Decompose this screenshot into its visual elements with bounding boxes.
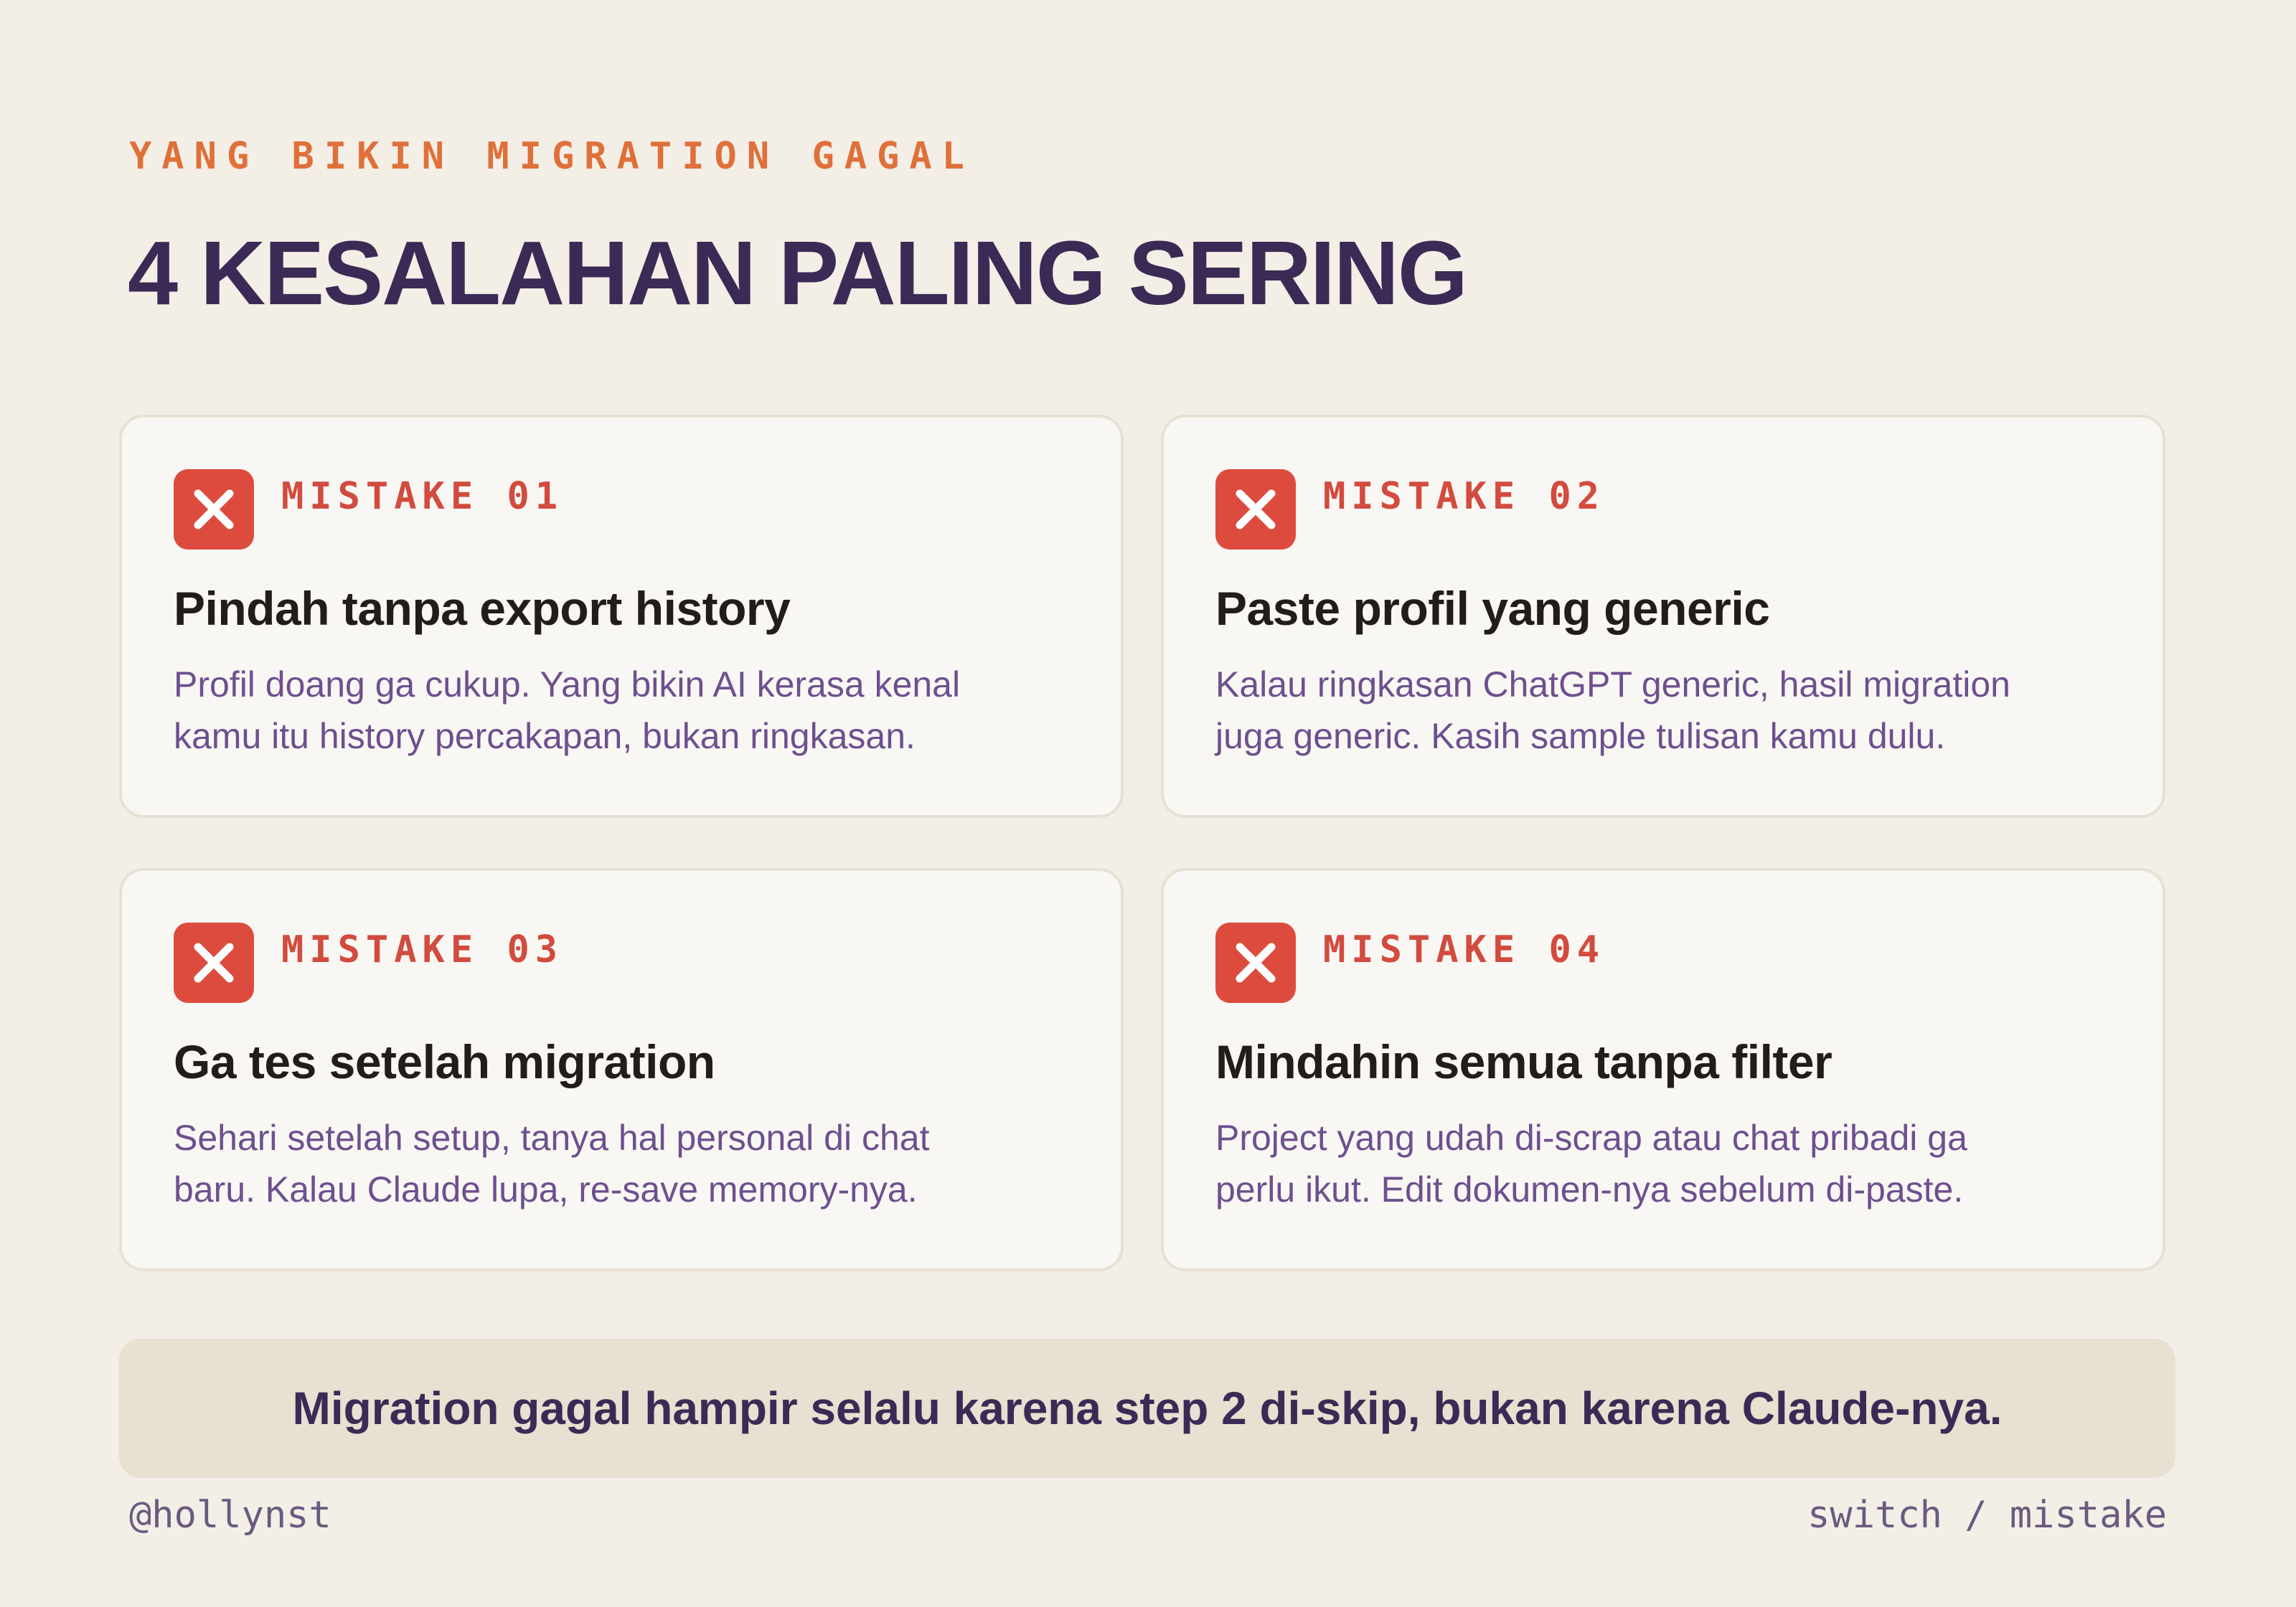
mistake-title: Paste profil yang generic — [1215, 582, 1770, 635]
mistake-tag: MISTAKE 02 — [1323, 475, 1606, 518]
summary-banner — [119, 1339, 2175, 1478]
mistake-card-4 — [1161, 868, 2165, 1271]
mistake-body: Sehari setelah setup, tanya hal personal di chat baru. Kalau Claude lupa, re-save memory-nya. — [174, 1118, 930, 1210]
mistake-title: Pindah tanpa export history — [174, 582, 791, 635]
mistake-body: Project yang udah di-scrap atau chat pribadi ga perlu ikut. Edit dokumen-nya sebelum di-paste. — [1215, 1118, 1967, 1210]
author-handle: @hollynst — [129, 1494, 331, 1537]
page-title: 4 KESALAHAN PALING SERING — [128, 222, 1467, 324]
x-icon — [174, 923, 254, 1003]
mistake-title: Mindahin semua tanpa filter — [1215, 1035, 1832, 1088]
eyebrow-label: YANG BIKIN MIGRATION GAGAL — [129, 135, 974, 178]
mistake-body: Profil doang ga cukup. Yang bikin AI kerasa kenal kamu itu history percakapan, bukan ringkasan. — [174, 664, 961, 756]
mistake-body: Kalau ringkasan ChatGPT generic, hasil migration juga generic. Kasih sample tulisan kamu dulu. — [1215, 664, 2010, 756]
mistake-title: Ga tes setelah migration — [174, 1035, 715, 1088]
x-icon — [1215, 923, 1296, 1003]
mistake-tag: MISTAKE 03 — [281, 928, 564, 971]
mistake-tag: MISTAKE 04 — [1323, 928, 1606, 971]
mistake-card-1 — [119, 415, 1124, 818]
mistake-tag: MISTAKE 01 — [281, 475, 564, 518]
summary-text: Migration gagal hampir selalu karena step 2 di-skip, bukan karena Claude-nya. — [292, 1382, 2003, 1434]
mistake-card-3 — [119, 868, 1124, 1271]
breadcrumb: switch / mistake — [1807, 1494, 2167, 1537]
mistake-card-2 — [1161, 415, 2165, 818]
x-icon — [1215, 469, 1296, 550]
x-icon — [174, 469, 254, 550]
